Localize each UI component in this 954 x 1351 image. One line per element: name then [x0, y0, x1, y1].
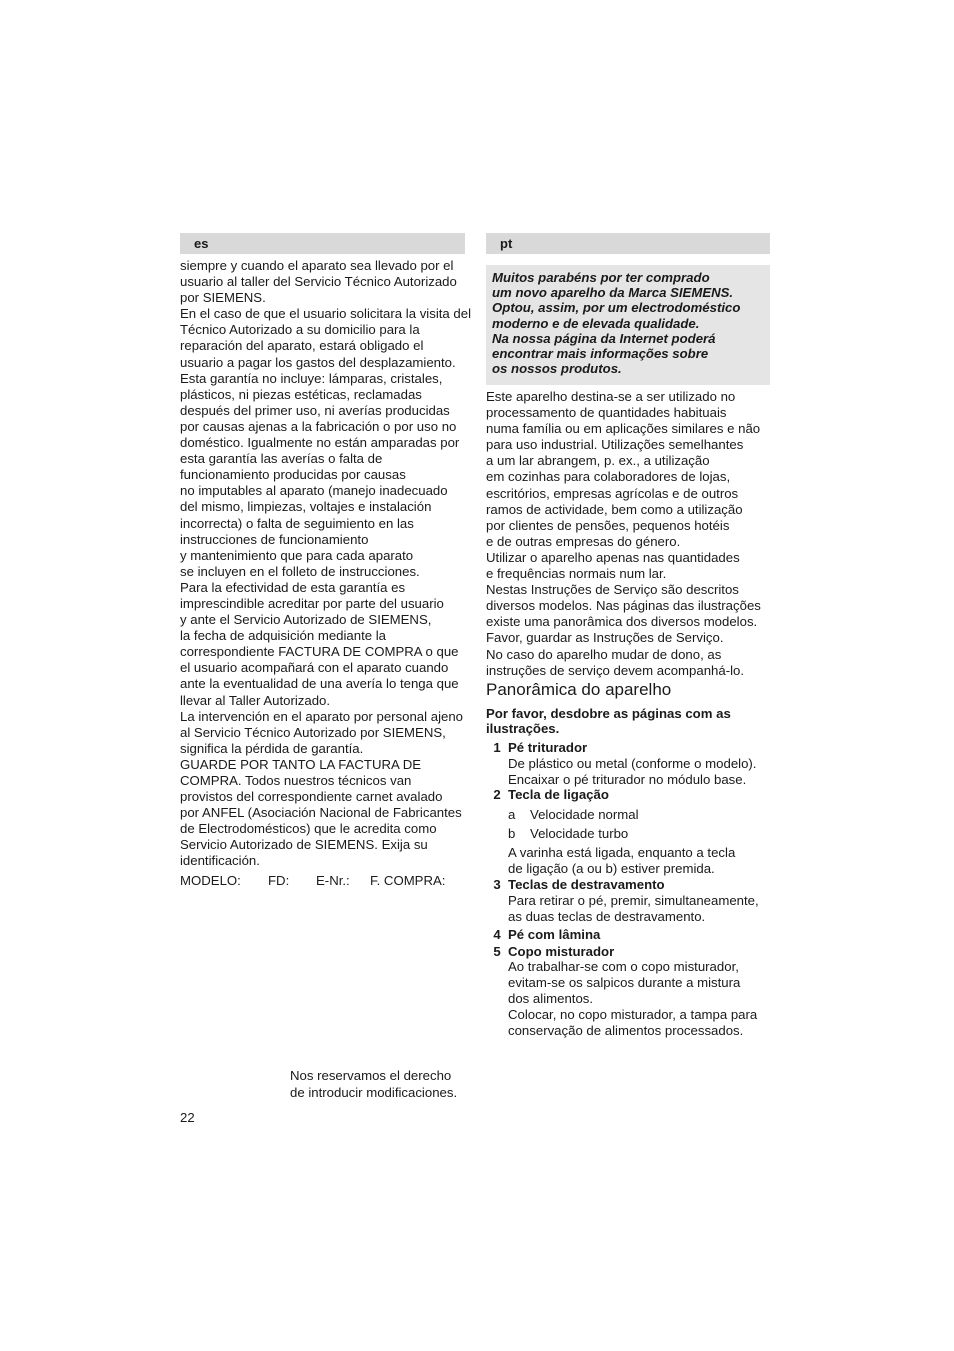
portuguese-body [486, 389, 770, 679]
part-item-5: 5 Copo misturador Ao trabalhar-se com o copo misturador, evitam-se os salpicos durante a mistura dos alimentos. Colocar, no copo misturador, a tampa para conservação de alimentos processados. [493, 943, 758, 1038]
model-field-label: MODELO: [180, 873, 241, 888]
es-paragraph: GUARDE POR TANTO LA FACTURA DE COMPRA. Todos nuestros técnicos van provistos del correspondiente carnet avalado por ANFEL (Asociación Nacional de Fabricantes de Electrodomésticos) que le acredita como Servicio Autorizado de SIEMENS. Exija su identificación. [180, 756, 462, 869]
part-item-2: 2 Tecla de ligação a Velocidade normal b Velocidade turbo A varinha está ligada, enquanto a tecla de ligação (a ou b) estiver premida. [486, 787, 770, 876]
purchase-date-field-label: F. COMPRA: [370, 873, 446, 888]
es-paragraph: Para la efectividad de esta garantía es imprescindible acreditar por parte del usuario y ante el Servicio Autorizado de SIEMENS, la fecha de adquisición mediante la correspondiente FACTURA DE COMPRA o que el usuario acompañará con el aparato cuando ante la eventualidad de una avería lo tenga que llevar al Taller Autorizado. [180, 579, 459, 708]
part-item-1: 1 Pé triturador De plástico ou metal (conforme o modelo). Encaixar o pé triturador no módulo base. [493, 740, 757, 787]
part-item-3: 3 Teclas de destravamento Para retirar o pé, premir, simultaneamente, as duas teclas de destravamento. [493, 877, 759, 924]
reserve-note: Nos reservamos el derecho de introducir modificaciones. [290, 1068, 458, 1100]
enr-field-label: E-Nr.: [316, 873, 350, 888]
lead-instruction: Por favor, desdobre as páginas com as ilustrações. [486, 706, 731, 736]
sub-item-b: b Velocidade turbo [508, 825, 629, 841]
lang-label-es: es [180, 233, 465, 254]
pt-paragraph: Utilizar o aparelho apenas nas quantidades e frequências normais num lar. [486, 549, 740, 582]
pt-paragraph: Favor, guardar as Instruções de Serviço. No caso do aparelho mudar de dono, as instruções de serviço devem acompanhá-lo. [486, 630, 745, 678]
section-title: Panorâmica do aparelho [486, 680, 672, 699]
parts-list [486, 740, 770, 1038]
lang-label-pt: pt [486, 233, 770, 254]
es-paragraph: La intervención en el aparato por personal ajeno al Servicio Técnico Autorizado por SIEMENS, significa la pérdida de garantía. [180, 708, 463, 756]
part-item-4: 4 Pé com lâmina [493, 926, 601, 942]
pt-intro-box: Muitos parabéns por ter comprado um novo aparelho da Marca SIEMENS. Optou, assim, por um electrodoméstico moderno e de elevada qualidade. Na nossa página da Internet poderá encontrar mais informações sobre os nossos produtos. [486, 265, 770, 385]
es-paragraph: Esta garantía no incluye: lámparas, cristales, plásticos, ni piezas estéticas, reclamadas después del primer uso, ni averías producidas por causas ajenas a la fabricación o por uso no doméstico. Igualmente no están amparadas por esta garantía las averías o falta de funcionamiento producidas por causas no imputables al aparato (manejo inadecuado del mismo, limpiezas, voltajes e instalación incorrecta) o falta de seguimiento en las instrucciones de funcionamiento y mantenimiento que para cada aparato se incluyen en el folleto de instrucciones. [180, 370, 460, 579]
fd-field-label: FD: [268, 873, 290, 888]
pt-paragraph: Nestas Instruções de Serviço são descritos diversos modelos. Nas páginas das ilustrações existe uma panorâmica dos diversos modelos. [486, 582, 761, 630]
pt-paragraph: Este aparelho destina-se a ser utilizado no processamento de quantidades habituais numa família ou em aplicações similares e não para uso industrial. Utilizações semelhantes a um lar abrangem, p. ex., a utilização em cozinhas para colaboradores de lojas, escritórios, empresas agrícolas e de outros ramos de actividade, bem como a utilização por clientes de pensões, pequenos hotéis e de outras empresas do género. [486, 389, 761, 549]
es-paragraph: siempre y cuando el aparato sea llevado por el usuario al taller del Servicio Técnico Autorizado por SIEMENS. [180, 258, 457, 306]
es-paragraph: En el caso de que el usuario solicitara la visita del Técnico Autorizado a su domicilio para la reparación del aparato, estará obligado el usuario a pagar los gastos del desplazamiento. [180, 306, 472, 370]
spanish-column [180, 258, 472, 870]
sub-item-a: a Velocidade normal [508, 807, 639, 823]
page-number: 22 [180, 1110, 195, 1125]
